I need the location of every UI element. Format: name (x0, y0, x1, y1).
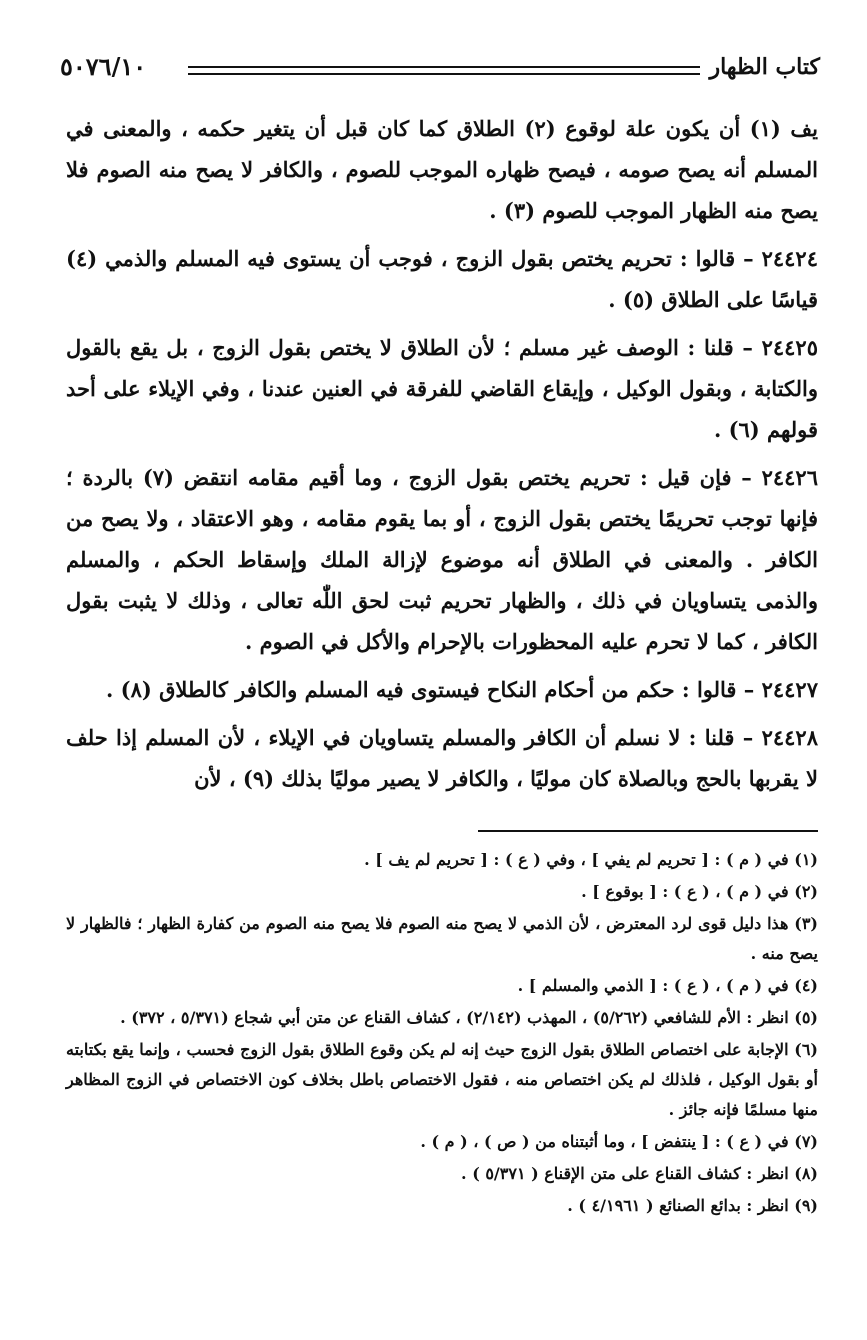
running-header (60, 50, 820, 90)
paragraph: ٢٤٤٢٨ – قلنا : لا نسلم أن الكافر والمسلم يتساويان في الإيلاء ، لأن المسلم إذا حلف لا يقربها بالحج وبالصلاة كان موليًا ، والكافر لا يصير موليًا بذلك (٩) ، لأن (66, 725, 818, 791)
footnote-separator (478, 830, 818, 832)
paragraph: ٢٤٤٢٧ – قالوا : حكم من أحكام النكاح فيستوى فيه المسلم والكافر كالطلاق (٨) . (106, 677, 818, 702)
footnotes (66, 845, 818, 1223)
header-rule (188, 66, 700, 75)
footnote: (٤) في ( م ) ، ( ع ) : [ الذمي والمسلم ] . (517, 976, 818, 995)
paragraph: ٢٤٤٢٦ – فإن قيل : تحريم يختص بقول الزوج ، وما أقيم مقامه انتقض (٧) بالردة ؛ فإنها توجب تحريمًا يختص بقول الزوج ، أو بما يقوم مقامه ، وهو الاعتقاد ، ولا يصح من الكافر . والمعنى في الطلاق أنه موضوع لإزالة الملك وإسقاط الحكم ، والمسلم والذمى يتساويان في ذلك ، والظهار تحريم ثبت لحق اللّٰه تعالى ، وذلك لا يثبت بقول الكافر ، كما لا تحرم عليه المحظورات بالإحرام والأكل في الصوم . (66, 465, 818, 654)
footnote: (٩) انظر : بدائع الصنائع ( ٤/١٩٦١ ) . (567, 1196, 818, 1215)
footnote: (٣) هذا دليل قوى لرد المعترض ، لأن الذمي لا يصح منه الصوم فلا يصح منه الصوم من كفارة الظهار ؛ فالظهار لا يصح منه . (66, 914, 818, 963)
footnote: (٥) انظر : الأم للشافعي (٥/٢٦٢) ، المهذب (٢/١٤٢) ، كشاف القناع عن متن أبي شجاع (٥/٣٧١ ، ٣٧٢) . (120, 1008, 818, 1027)
paragraph: ٢٤٤٢٥ – قلنا : الوصف غير مسلم ؛ لأن الطلاق لا يختص بقول الزوج ، بل يقع بالقول والكتابة ، وبقول الوكيل ، وإيقاع القاضي للفرقة في العنين عندنا ، وفي الإيلاء على أحد قولهم (٦) . (66, 335, 818, 442)
footnote: (١) في ( م ) : [ تحريم لم يفي ] ، وفي ( ع ) : [ تحريم لم يف ] . (364, 850, 818, 869)
paragraph: يف (١) أن يكون علة لوقوع (٢) الطلاق كما كان قبل أن يتغير حكمه ، والمعنى في المسلم أنه يصح صومه ، فيصح ظهاره الموجب للصوم ، والكافر لا يصح منه الصوم فلا يصح منه الظهار الموجب للصوم (٣) . (66, 116, 818, 223)
footnote: (٨) انظر : كشاف القناع على متن الإقناع ( ٥/٣٧١ ) . (461, 1164, 818, 1183)
paragraph: ٢٤٤٢٤ – قالوا : تحريم يختص بقول الزوج ، فوجب أن يستوى فيه المسلم والذمي (٤) قياسًا على الطلاق (٥) . (66, 246, 818, 312)
main-text (66, 108, 818, 806)
footnote: (٢) في ( م ) ، ( ع ) : [ بوقوع ] . (581, 882, 818, 901)
footnote: (٧) في ( ع ) : [ ينتفض ] ، وما أثبتناه من ( ص ) ، ( م ) . (420, 1132, 818, 1151)
page-number: ٥٠٧٦/١٠ (60, 52, 147, 81)
chapter-title: كتاب الظهار (709, 54, 820, 80)
footnote: (٦) الإجابة على اختصاص الطلاق بقول الزوج حيث إنه لم يكن وقوع الطلاق بقول الزوج فحسب ، وإنما يقع بكتابته أو بقول الوكيل ، فلذلك لم يكن اختصاص منه ، فقول الاختصاص باطل بخلاف كون الاختصاص في الزوج المظاهر منها مسلمًا فإنه جائز . (66, 1040, 818, 1119)
